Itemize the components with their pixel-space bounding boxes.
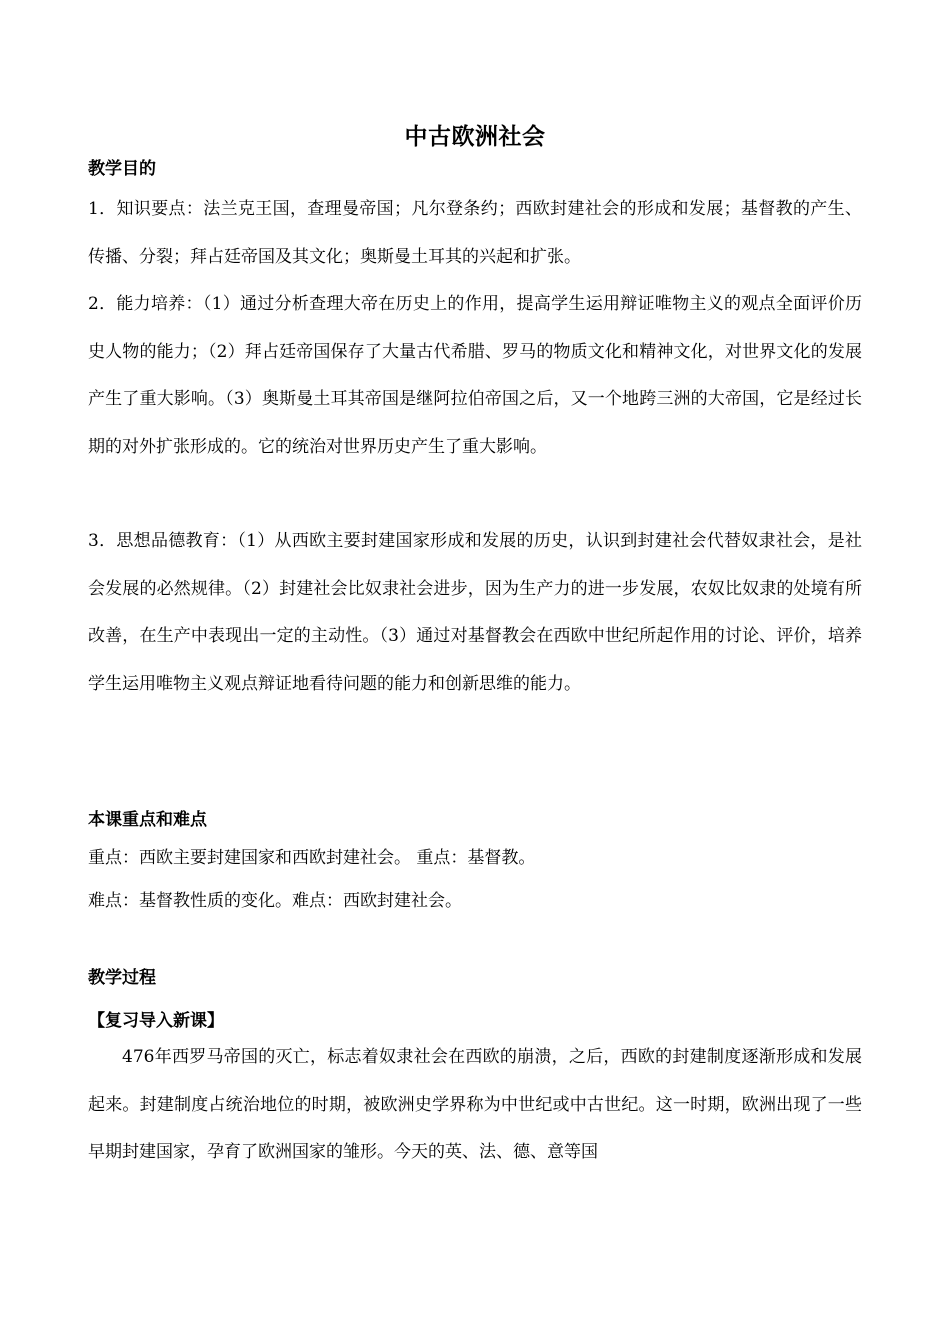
objective-ability-paragraph: 2．能力培养：（1）通过分析查理大帝在历史上的作用，提高学生运用辩证唯物主义的观点全面评价历史人物的能力；（2）拜占廷帝国保存了大量古代希腊、罗马的物质文化和精神文化，对世界文化的发展产生了重大影响。（3）奥斯曼土耳其帝国是继阿拉伯帝国之后，又一个地跨三洲的大帝国，它是经过长期的对外扩张形成的。它的统治对世界历史产生了重大影响。	[88, 294, 862, 457]
objective-knowledge-paragraph: 1．知识要点：法兰克王国，查理曼帝国；凡尔登条约；西欧封建社会的形成和发展；基督教的产生、传播、分裂；拜占廷帝国及其文化；奥斯曼土耳其的兴起和扩张。	[88, 199, 862, 267]
review-intro-subheading: 【复习导入新课】	[88, 1011, 224, 1031]
intro-paragraph: 476年西罗马帝国的灭亡，标志着奴隶社会在西欧的崩溃，之后，西欧的封建制度逐渐形成和发展起来。封建制度占统治地位的时期，被欧洲史学界称为中世纪或中古世纪。这一时期，欧洲出现了一些早期封建国家，孕育了欧洲国家的雏形。今天的英、法、德、意等国	[88, 1047, 862, 1162]
focus-line: 重点：西欧主要封建国家和西欧封建社会。 重点：基督教。	[88, 848, 536, 868]
objectives-heading: 教学目的	[88, 159, 156, 179]
objective-moral-paragraph: 3．思想品德教育：（1）从西欧主要封建国家形成和发展的历史，认识到封建社会代替奴隶社会，是社会发展的必然规律。（2）封建社会比奴隶社会进步，因为生产力的进一步发展，农奴比奴隶的处境有所改善，在生产中表现出一定的主动性。（3）通过对基督教会在西欧中世纪所起作用的讨论、评价，培养学生运用唯物主义观点辩证地看待问题的能力和创新思维的能力。	[88, 531, 862, 694]
process-heading: 教学过程	[88, 968, 156, 988]
key-points-heading: 本课重点和难点	[88, 810, 207, 830]
document-title: 中古欧洲社会	[404, 124, 546, 150]
difficulty-line: 难点：基督教性质的变化。难点：西欧封建社会。	[88, 891, 462, 911]
